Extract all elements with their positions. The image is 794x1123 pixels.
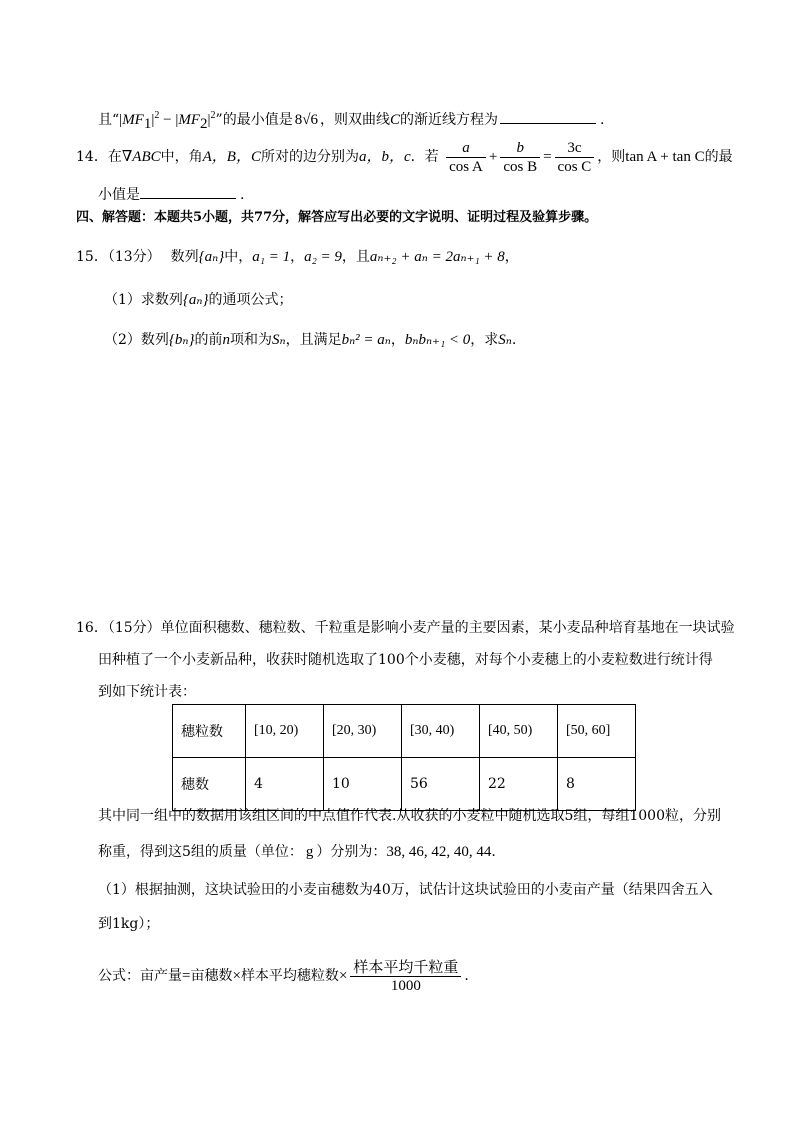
section4-heading: 四、解答题：本题共5小题，共77分，解答应写出必要的文字说明、证明过程及验算步骤。 <box>76 210 598 225</box>
q13-tail-line: 且“$|MF_1|^2 - |MF_2|^2$”的最小值是 8√6 ，则双曲线C的渐近线方程为 . <box>98 110 605 132</box>
table-interval-2: [20, 30) <box>324 705 402 758</box>
q13-expr-a: MF <box>122 112 144 128</box>
q14-number: 14． <box>76 149 108 165</box>
q14-frac1-den: cos A <box>446 157 486 176</box>
table-interval-5: [50, 60] <box>558 705 636 758</box>
q15-text3: ，且 <box>341 249 370 265</box>
q13-end: . <box>599 112 605 128</box>
q14-text5: 的最 <box>704 149 733 165</box>
q16-line1 <box>76 618 735 638</box>
q16-formula <box>98 956 469 996</box>
q16-line3: 到如下统计表： <box>98 684 196 700</box>
q16-formula-end: . <box>464 968 469 984</box>
q15-part2-end: . <box>511 332 517 348</box>
q16-line2: 田种植了一个小麦新品种，收获时随机选取了100个小麦穗，对每个小麦穗上的小麦粒数进行统计得 <box>98 652 713 668</box>
q14-line2 <box>98 184 244 205</box>
q14-answer-blank[interactable] <box>140 184 236 199</box>
q13-answer-blank[interactable] <box>500 109 596 124</box>
q15-part2-cond2: bₙbₙ₊₁ < 0 <box>404 332 471 348</box>
q16-line5-unit: g <box>305 844 314 860</box>
table-count-2: 10 <box>324 758 402 811</box>
q16-line4: 其中同一组中的数据用该组区间的中点值作代表.从收获的小麦粒中随机选取5组，每组1000粒，分别 <box>98 808 721 824</box>
table-count-4: 22 <box>480 758 558 811</box>
q15-line1 <box>76 247 519 267</box>
table-interval-4: [40, 50) <box>480 705 558 758</box>
q16-line5-end: . <box>491 844 496 860</box>
q14-end: . <box>240 187 245 203</box>
q15-part2-target: Sₙ <box>498 332 512 348</box>
q14-fraction-b <box>500 139 540 176</box>
table-row-header-ears: 穗数 <box>173 758 246 811</box>
q14-fraction-c <box>555 139 595 176</box>
q16-number: 16． <box>76 620 108 636</box>
q13-prefix: 且“ <box>98 112 120 128</box>
q15-end: ， <box>504 249 519 265</box>
q15-a1: a₁ = 1 <box>252 249 291 265</box>
q14-frac2-den: cos B <box>500 157 540 176</box>
q15-part2-text2: 项和为 <box>230 332 272 348</box>
q15-part2 <box>104 330 516 350</box>
q13-sub-b: 2 <box>200 115 208 132</box>
q15-part2-seq: {bₙ} <box>168 332 195 348</box>
q15-recurrence: aₙ₊₂ + aₙ = 2aₙ₊₁ + 8 <box>369 249 505 265</box>
table-count-3: 56 <box>402 758 480 811</box>
q16-stats-table <box>172 704 636 811</box>
q13-var-c: C <box>389 112 400 128</box>
q15-part1 <box>104 290 293 310</box>
q16-part1-line2: 到1kg）； <box>98 916 160 932</box>
q15-sep: ， <box>290 249 305 265</box>
q13-quote-close: ”的最小值是 <box>215 112 293 128</box>
table-count-5: 8 <box>558 758 636 811</box>
q16-formula-fraction <box>350 958 461 995</box>
q15-text2: 中， <box>224 249 253 265</box>
q16-line5-values: 38, 46, 42, 40, 44 <box>386 844 492 860</box>
q15-part2-text4: ，求 <box>470 332 499 348</box>
q14-lead: 在 <box>107 149 122 165</box>
q15-score: （13分） <box>107 249 161 265</box>
q14-frac2-num: b <box>516 139 524 156</box>
q16-score: （15分） <box>107 620 161 636</box>
q16-formula-den: 1000 <box>350 976 461 995</box>
q16-line5 <box>98 842 496 862</box>
q15-part1-seq: {aₙ} <box>182 292 209 308</box>
q14-angles: A，B，C <box>202 149 261 165</box>
q16-line5-a: 称重，得到这5组的质量（单位： <box>98 844 303 860</box>
q15-part2-label: （2）数列 <box>104 332 169 348</box>
table-interval-3: [30, 40) <box>402 705 480 758</box>
q13-value: 8√6 <box>294 112 318 128</box>
q14-target: tan A + tan C <box>625 149 705 165</box>
q16-formula-eq: = <box>182 968 191 984</box>
q15-seq-a: {aₙ} <box>198 249 225 265</box>
q15-part2-cond1: bₙ² = aₙ <box>341 332 391 348</box>
table-row-header-grains: 穗粒数 <box>173 705 246 758</box>
q16-part1-line1: （1）根据抽测，这块试验田的小麦亩穗数为40万，试估计这块试验田的小麦亩产量（结果四舍五入 <box>98 882 713 898</box>
q15-part1-end: 的通项公式； <box>208 292 293 308</box>
q16-formula-times2: × <box>338 968 348 984</box>
q13-expr-b: MF <box>178 112 201 128</box>
q14-triangle: ∇ABC <box>121 149 161 165</box>
q15-part2-sep: ， <box>390 332 405 348</box>
q14-text2: 所对的边分别为 <box>260 149 359 165</box>
q15-part2-text1: 的前 <box>194 332 223 348</box>
table-row <box>173 705 636 758</box>
q16-line1-text: 单位面积穗数、穗粒数、千粒重是影响小麦产量的主要因素，某小麦品种培育基地在一块试验 <box>160 620 735 636</box>
q14-text3: ．若 <box>410 149 439 165</box>
q16-formula-term2: 样本平均穗粒数 <box>240 968 339 984</box>
q15-part1-label: （1）求数列 <box>104 292 183 308</box>
q14-frac1-num: a <box>462 139 470 156</box>
q15-part2-text3: ，且满足 <box>285 332 342 348</box>
q14-text4: ，则 <box>597 149 626 165</box>
q15-a2: a₂ = 9 <box>304 249 342 265</box>
q14-text1: 中，角 <box>160 149 203 165</box>
q14-sides: a，b，c <box>358 149 411 165</box>
q14-line2-text: 小值是 <box>98 187 140 203</box>
q13-suffix-a: ，则双曲线 <box>319 112 390 128</box>
q15-number: 15． <box>76 249 108 265</box>
q15-part2-s: Sₙ <box>272 332 286 348</box>
q16-line5-b: ）分别为： <box>316 844 387 860</box>
q16-formula-num: 样本平均千粒重 <box>353 957 459 976</box>
q14-fraction-a <box>446 139 486 176</box>
q13-suffix-b: 的渐近线方程为 <box>399 112 498 128</box>
q15-part2-n: n <box>222 332 230 348</box>
q15-text1: 数列 <box>170 249 199 265</box>
q13-sub-a: 1 <box>143 115 152 132</box>
table-count-1: 4 <box>246 758 324 811</box>
q16-formula-term1: 亩穗数 <box>190 968 233 984</box>
table-interval-1: [10, 20) <box>246 705 324 758</box>
q14-line1: 14．在∇ABC中，角A，B，C所对的边分别为a，b，c．若 $\frac{a}{\text{cos A}}$ + $\frac{b}{\text{cos B}}$ = $\frac{3c}{\text{cos C}}$ ，则tan A + tan C的最 <box>76 139 733 175</box>
q14-frac3-den: cos C <box>555 157 595 176</box>
q16-formula-times1: × <box>232 968 241 984</box>
table-row <box>173 758 636 811</box>
q14-frac3-num: 3c <box>567 139 582 156</box>
q16-formula-label: 公式：亩产量 <box>98 968 182 984</box>
q13-minus: − <box>159 112 176 128</box>
